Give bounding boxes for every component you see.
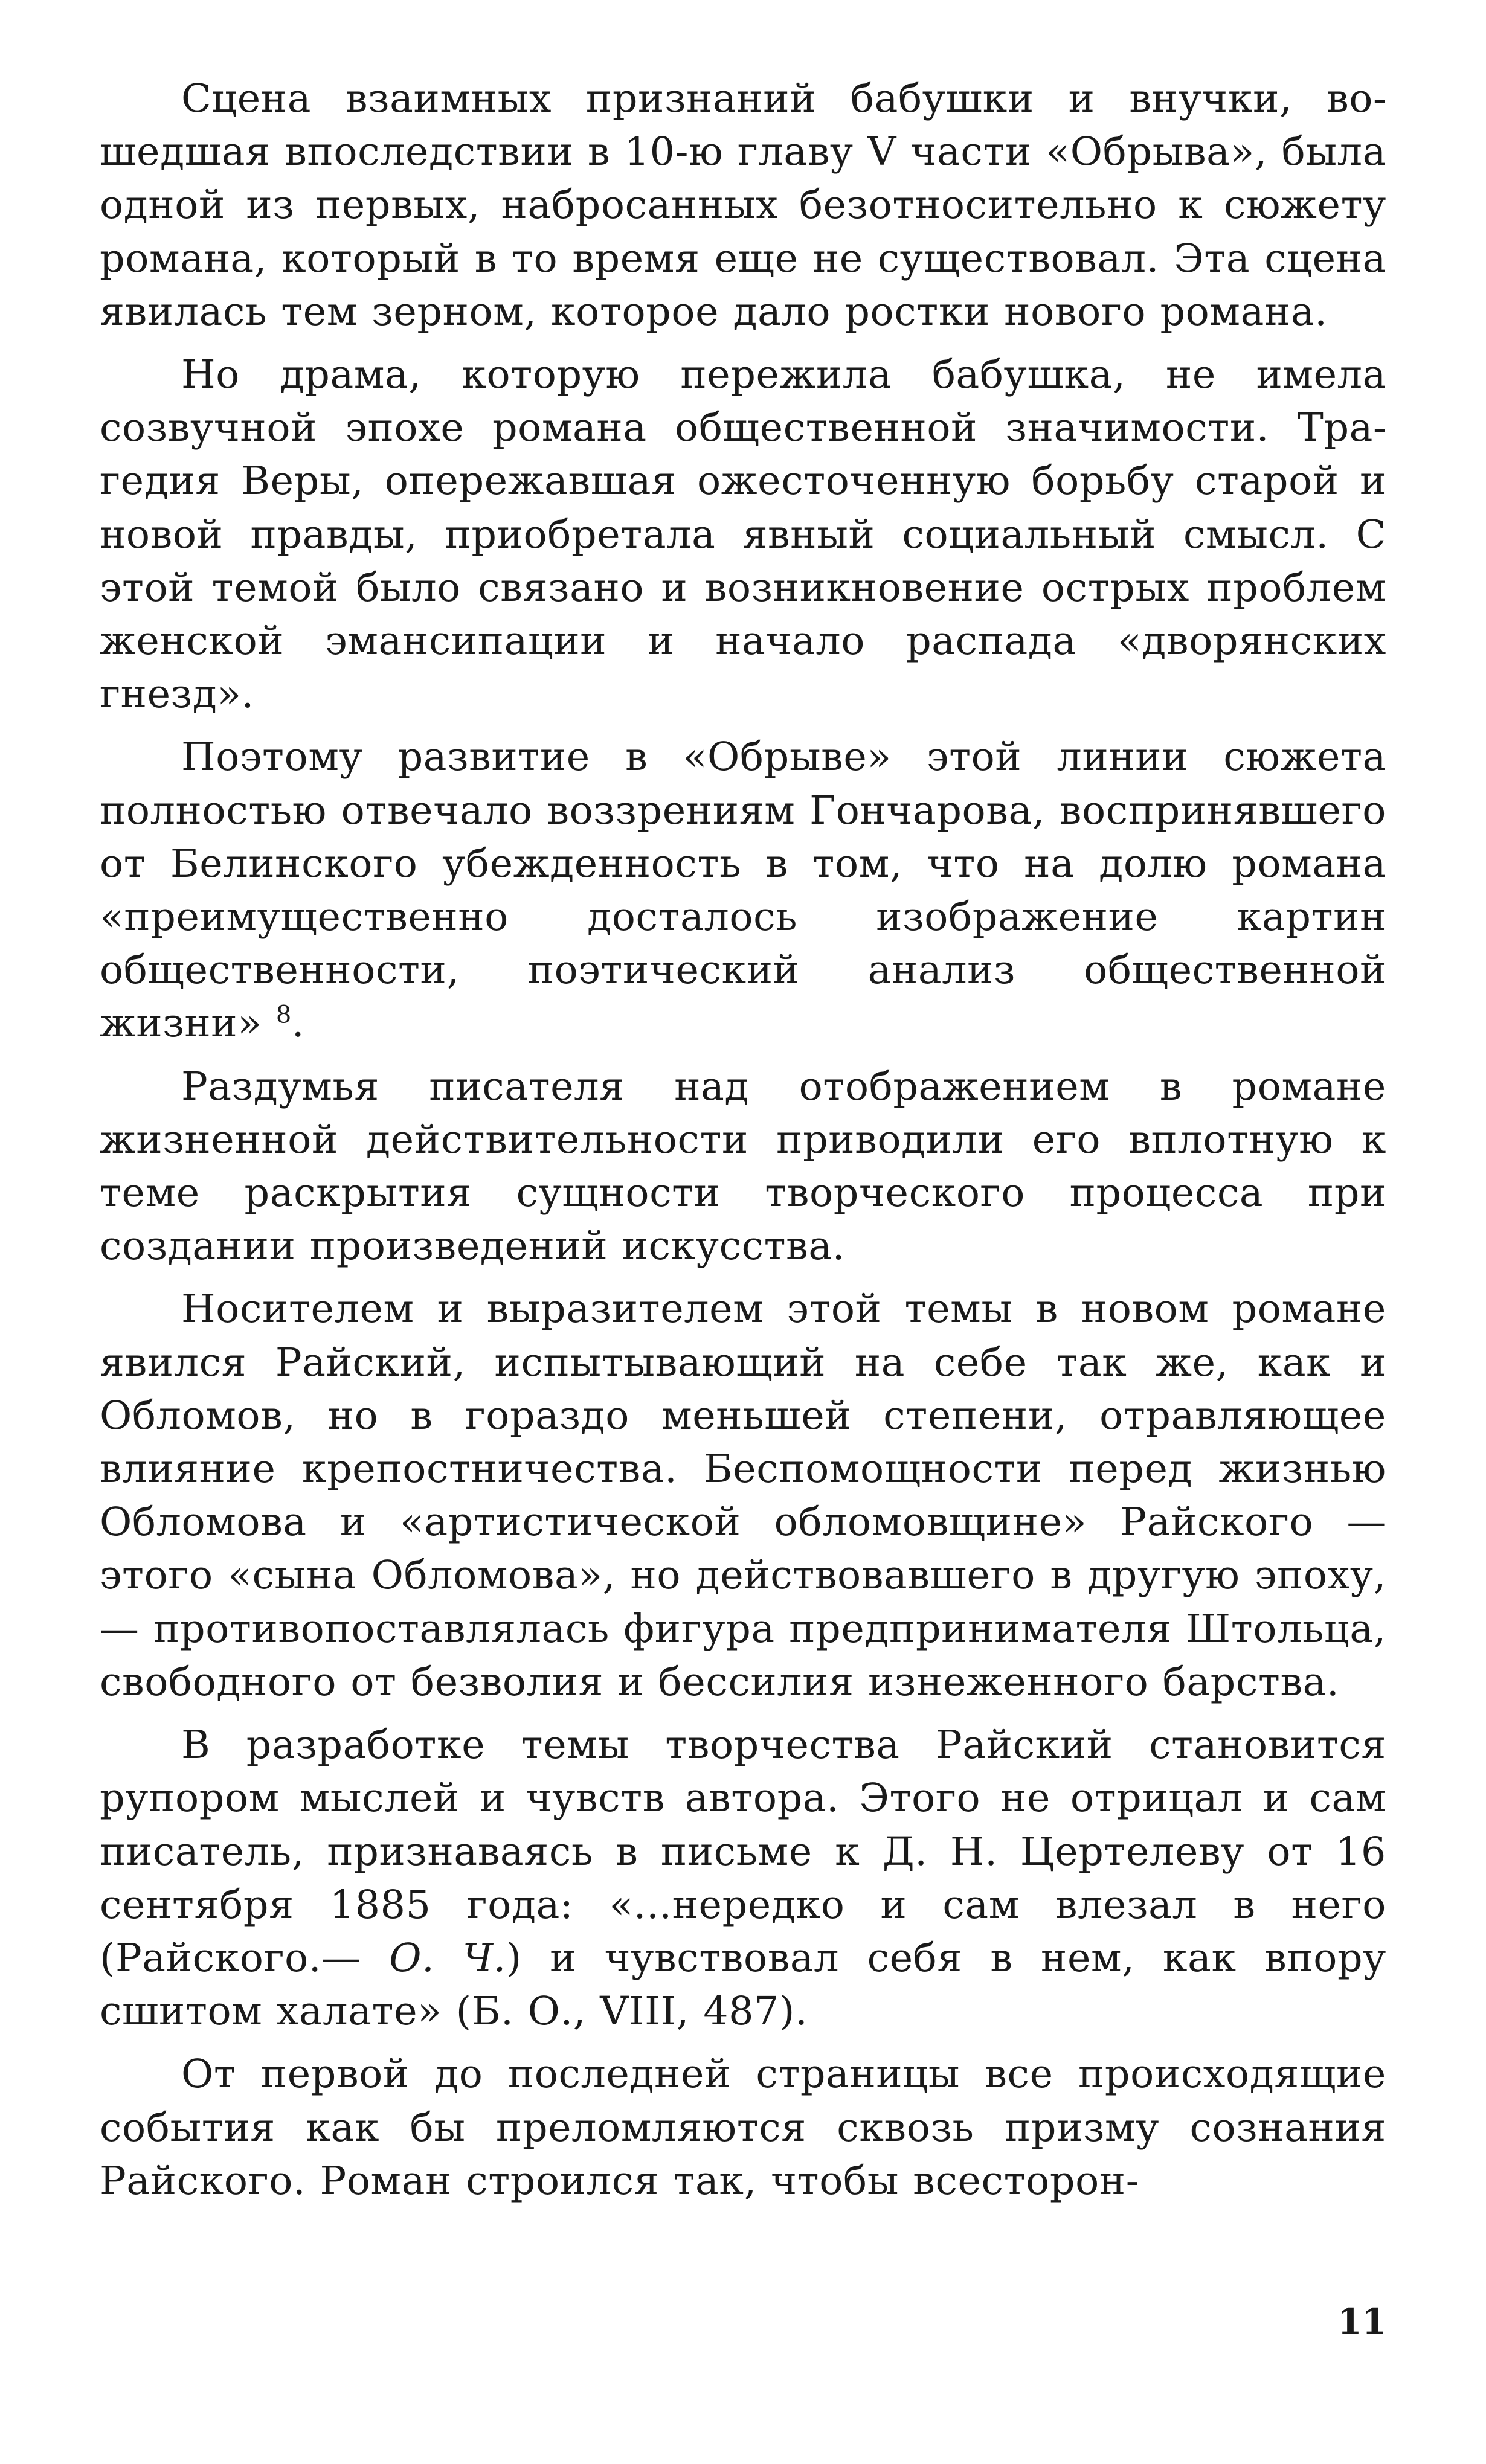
- paragraph-3-text: Поэтому развитие в «Обрыве» этой линии сюжета полностью отвечало воззрениям Гончарова, воспринявшего от Белинского убежденность в том, что на долю романа «преимущественно досталось изображение картин общественности, поэтический анализ общественной жизни»: [100, 734, 1386, 1047]
- paragraph-3: [100, 731, 1386, 1050]
- paragraph-7-text: От первой до последней страницы все происходящие события как бы преломляются сквозь призму сознания Райского. Роман строился так, чтобы всесторон-: [100, 2052, 1386, 2204]
- footnote-reference: 8: [275, 1001, 292, 1029]
- paragraph-6-start: В разработке темы творчества Райский становится рупором мыслей и чувств автора. Этого не отрицал и сам писатель, признаваясь в письме к Д. Н. Цертелеву от 16 сентября 1885 года: «...нередко и сам влезал в него (Райского.—: [100, 1722, 1386, 1981]
- paragraph-2-text: Но драма, которую пережила бабушка, не имела созвучной эпохе романа общественной значимости. Трагедия Веры, опережавшая ожесточенную борьбу старой и новой правды, приобретала явный социальный смысл. С этой темой было связано и возникновение острых проблем женской эмансипации и начало распада «дворянских гнезд».: [100, 352, 1386, 717]
- paragraph-5: [100, 1283, 1386, 1709]
- paragraph-7: [100, 2048, 1386, 2208]
- paragraph-6: [100, 1719, 1386, 2038]
- paragraph-2: [100, 348, 1386, 721]
- paragraph-6-initials: О. Ч.: [389, 1935, 506, 1981]
- paragraph-6-end: ) и чувствовал себя в нем, как впору сшитом халате» (Б. О., VIII, 487).: [100, 1935, 1387, 2035]
- paragraph-3-end: .: [291, 1001, 305, 1047]
- paragraph-1-text: Сцена взаимных признаний бабушки и внучки, вошедшая впоследствии в 10-ю главу V части «Обрыва», была одной из первых, набросанных безотносительно к сюжету романа, который в то время еще не существовал. Эта сцена явилась тем зерном, которое дало ростки нового романа.: [100, 76, 1386, 335]
- paragraph-1: [100, 72, 1386, 339]
- page-number: 11: [1337, 2301, 1386, 2342]
- paragraph-4-text: Раздумья писателя над отображением в романе жизненной действительности приводили его вплотную к теме раскрытия сущности творческого процесса при создании произведений искусства.: [100, 1064, 1386, 1269]
- paragraph-5-text: Носителем и выразителем этой темы в новом романе явился Райский, испытывающий на себе так же, как и Обломов, но в гораздо меньшей степени, отравляющее влияние крепостничества. Беспомощности перед жизнью Обломова и «артистической обломовщине» Райского — этого «сына Обломова», но действовавшего в другую эпоху,— противопоставлялась фигура предпринимателя Штольца, свободного от безволия и бессилия изнеженного барства.: [100, 1286, 1386, 1705]
- book-page: [100, 72, 1386, 2416]
- paragraph-4: [100, 1060, 1386, 1274]
